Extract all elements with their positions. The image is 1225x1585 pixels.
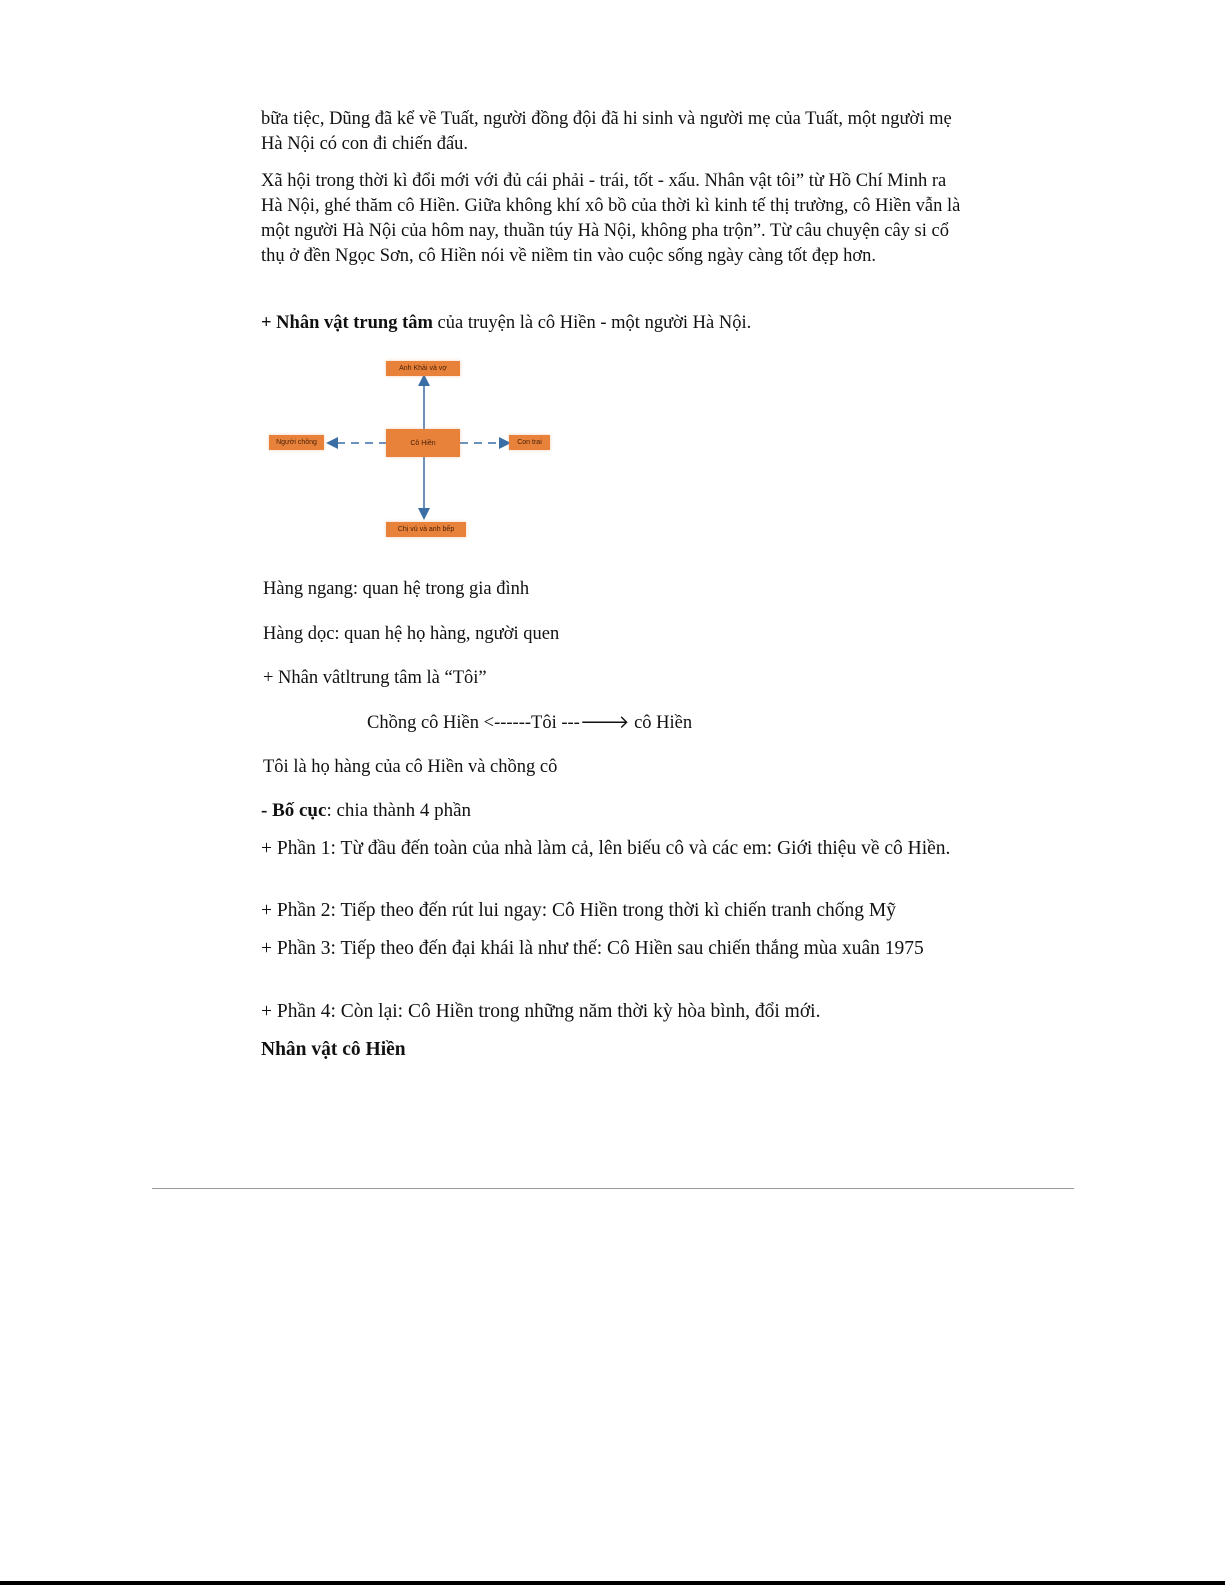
section-heading: Nhân vật cô Hiền: [261, 1039, 406, 1060]
center-toi-note: + Nhân vâtltrung tâm là “Tôi”: [263, 668, 487, 688]
page-divider: [152, 1188, 1074, 1189]
box-con-trai: Con trai: [509, 435, 550, 450]
relation-note: Tôi là họ hàng của cô Hiền và chồng cô: [263, 757, 558, 777]
layout-line: [261, 798, 471, 823]
box-chi-vu: Chị vú và anh bếp: [386, 522, 466, 537]
box-anh-khai: Anh Khải và vợ: [386, 361, 460, 376]
central-character-text: của truyện là cô Hiền - một người Hà Nội.: [432, 313, 752, 333]
central-character-line: [261, 311, 751, 336]
relationship-diagram: [265, 355, 565, 550]
relation-chain: Chồng cô Hiền <------Tôi ---🡒 cô Hiền: [367, 713, 693, 733]
bottom-edge: [0, 1581, 1225, 1585]
paragraph-tuat: bữa tiệc, Dũng đã kể về Tuất, người đồng đội đã hi sinh và người mẹ của Tuất, một người mẹ Hà Nội có con đi chiến đấu.: [261, 109, 952, 154]
box-nguoi-chong: Người chồng: [269, 435, 324, 450]
central-character-label: + Nhân vật trung tâm: [261, 313, 433, 333]
box-co-hien: Cô Hiền: [386, 429, 460, 457]
part-2: + Phần 2: Tiếp theo đến rút lui ngay: Cô Hiền trong thời kì chiến tranh chống Mỹ: [261, 900, 896, 921]
part-3: + Phần 3: Tiếp theo đến đại khái là như thế: Cô Hiền sau chiến thắng mùa xuân 1975: [261, 938, 924, 959]
part-4: + Phần 4: Còn lại: Cô Hiền trong những năm thời kỳ hòa bình, đổi mới.: [261, 1001, 821, 1022]
paragraph-society: Xã hội trong thời kì đổi mới với đủ cái phải - trái, tốt - xấu. Nhân vật tôi” từ Hồ Chí Minh ra Hà Nội, ghé thăm cô Hiền. Giữa không khí xô bồ của thời kì kinh tế thị trường, cô Hiền vẫn là một người Hà Nội của hôm nay, thuần túy Hà Nội, không pha trộn”. Từ câu chuyện cây si cổ thụ ở đền Ngọc Sơn, cô Hiền nói về niềm tin vào cuộc sống ngày càng tốt đẹp hơn.: [261, 171, 961, 266]
layout-label: - Bố cục: [261, 800, 327, 821]
vertical-note: Hàng dọc: quan hệ họ hàng, người quen: [263, 624, 560, 644]
layout-text: : chia thành 4 phần: [326, 800, 472, 821]
part-1: + Phần 1: Từ đầu đến toàn của nhà làm cả, lên biếu cô và các em: Giới thiệu về cô Hiền.: [261, 838, 951, 859]
horizontal-note: Hàng ngang: quan hệ trong gia đình: [263, 579, 530, 599]
